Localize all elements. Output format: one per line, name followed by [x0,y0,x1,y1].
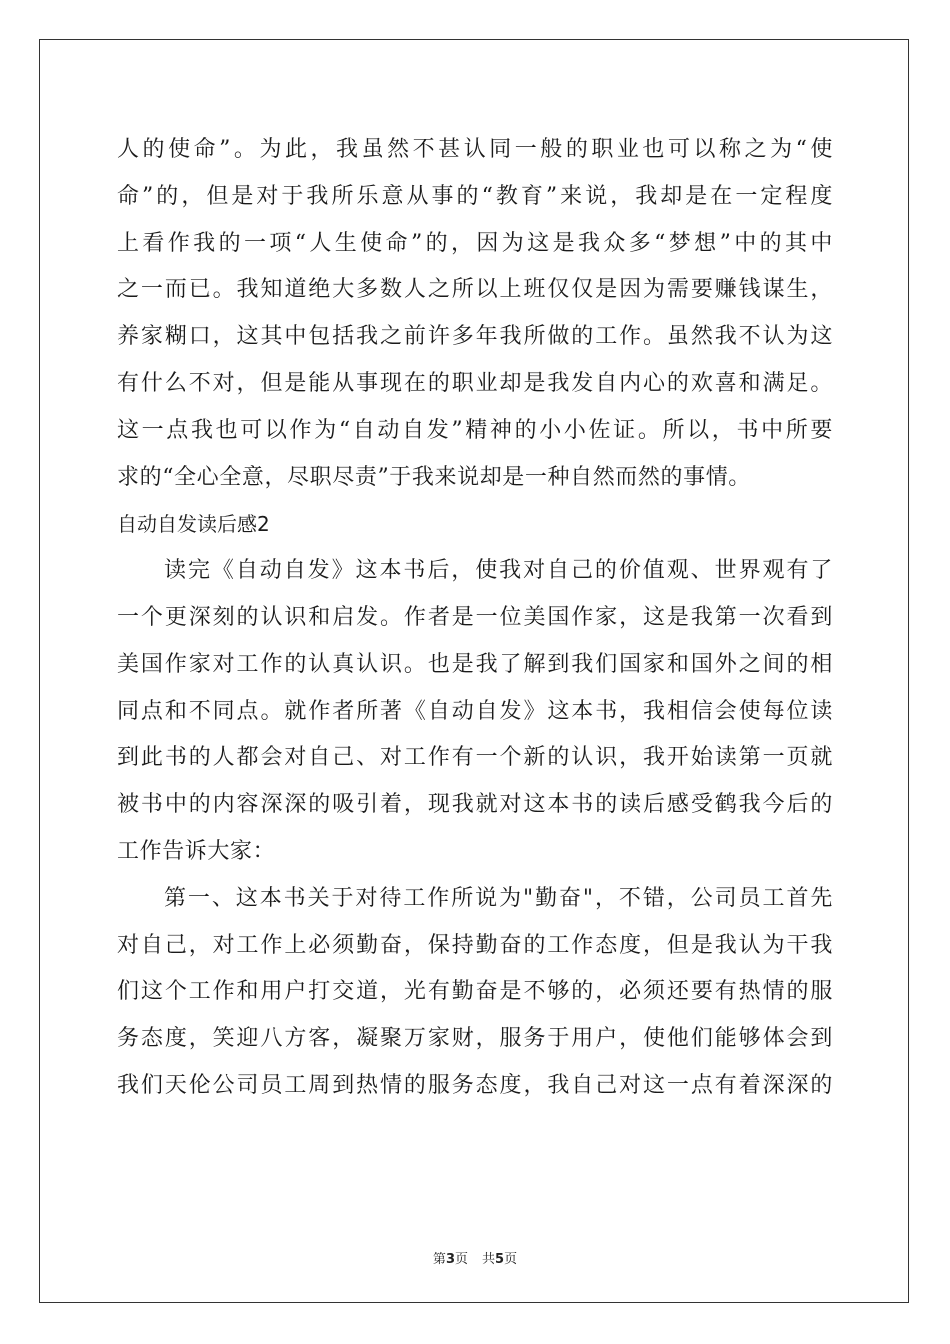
paragraph-line: 务态度，笑迎八方客，凝聚万家财，服务于用户，使他们能够体会到 [117,1026,833,1052]
body-line: 命”的，但是对于我所乐意从事的“教育”来说，我却是在一定程度 [117,183,833,209]
body-line: 这一点我也可以作为“自动自发”精神的小小佐证。所以，书中所要 [117,417,833,443]
paragraph-line: 同点和不同点。就作者所著《自动自发》这本书，我相信会使每位读 [117,698,833,724]
body-line: 人的使命”。为此，我虽然不甚认同一般的职业也可以称之为“使 [117,137,833,162]
paragraph-line: 一个更深刻的认识和启发。作者是一位美国作家，这是我第一次看到 [117,604,833,630]
paragraph-line: 们这个工作和用户打交道，光有勤奋是不够的，必须还要有热情的服 [117,979,833,1005]
total-unit: 页 [504,1252,518,1267]
paragraph-line: 工作告诉大家： [117,838,276,864]
paragraph-line: 到此书的人都会对自己、对工作有一个新的认识，我开始读第一页就 [117,745,833,771]
paragraph-line: 读完《自动自发》这本书后，使我对自己的价值观、世界观有了 [164,558,833,584]
document-body [117,127,833,1110]
paragraph-line: 我们天伦公司员工周到热情的服务态度，我自己对这一点有着深深的 [117,1072,833,1098]
paragraph-line: 对自己，对工作上必须勤奋，保持勤奋的工作态度，但是我认为干我 [117,932,833,958]
body-line: 之一而已。我知道绝大多数人之所以上班仅仅是因为需要赚钱谋生， [117,277,833,303]
page-unit: 页 [454,1252,468,1267]
section-heading: 自动自发读后感2 [117,512,270,537]
total-prefix: 共 [482,1252,496,1267]
body-line: 上看作我的一项“人生使命”的，因为这是我众多“梦想”中的其中 [117,230,833,256]
page-current: 3 [445,1252,455,1267]
body-line: 养家糊口，这其中包括我之前许多年我所做的工作。虽然我不认为这 [117,324,833,350]
page-total: 5 [495,1252,505,1267]
body-line: 有什么不对，但是能从事现在的职业却是我发自内心的欢喜和满足。 [117,370,833,396]
paragraph-line: 被书中的内容深深的吸引着，现我就对这本书的读后感受鹤我今后的 [117,792,833,818]
paragraph-line: 第一、这本书关于对待工作所说为"勤奋"，不错，公司员工首先 [164,885,833,911]
page-prefix: 第 [432,1252,446,1267]
page-footer [0,1248,950,1267]
body-line: 求的“全心全意，尽职尽责”于我来说却是一种自然而然的事情。 [117,464,751,490]
paragraph-line: 美国作家对工作的认真认识。也是我了解到我们国家和国外之间的相 [117,651,833,677]
